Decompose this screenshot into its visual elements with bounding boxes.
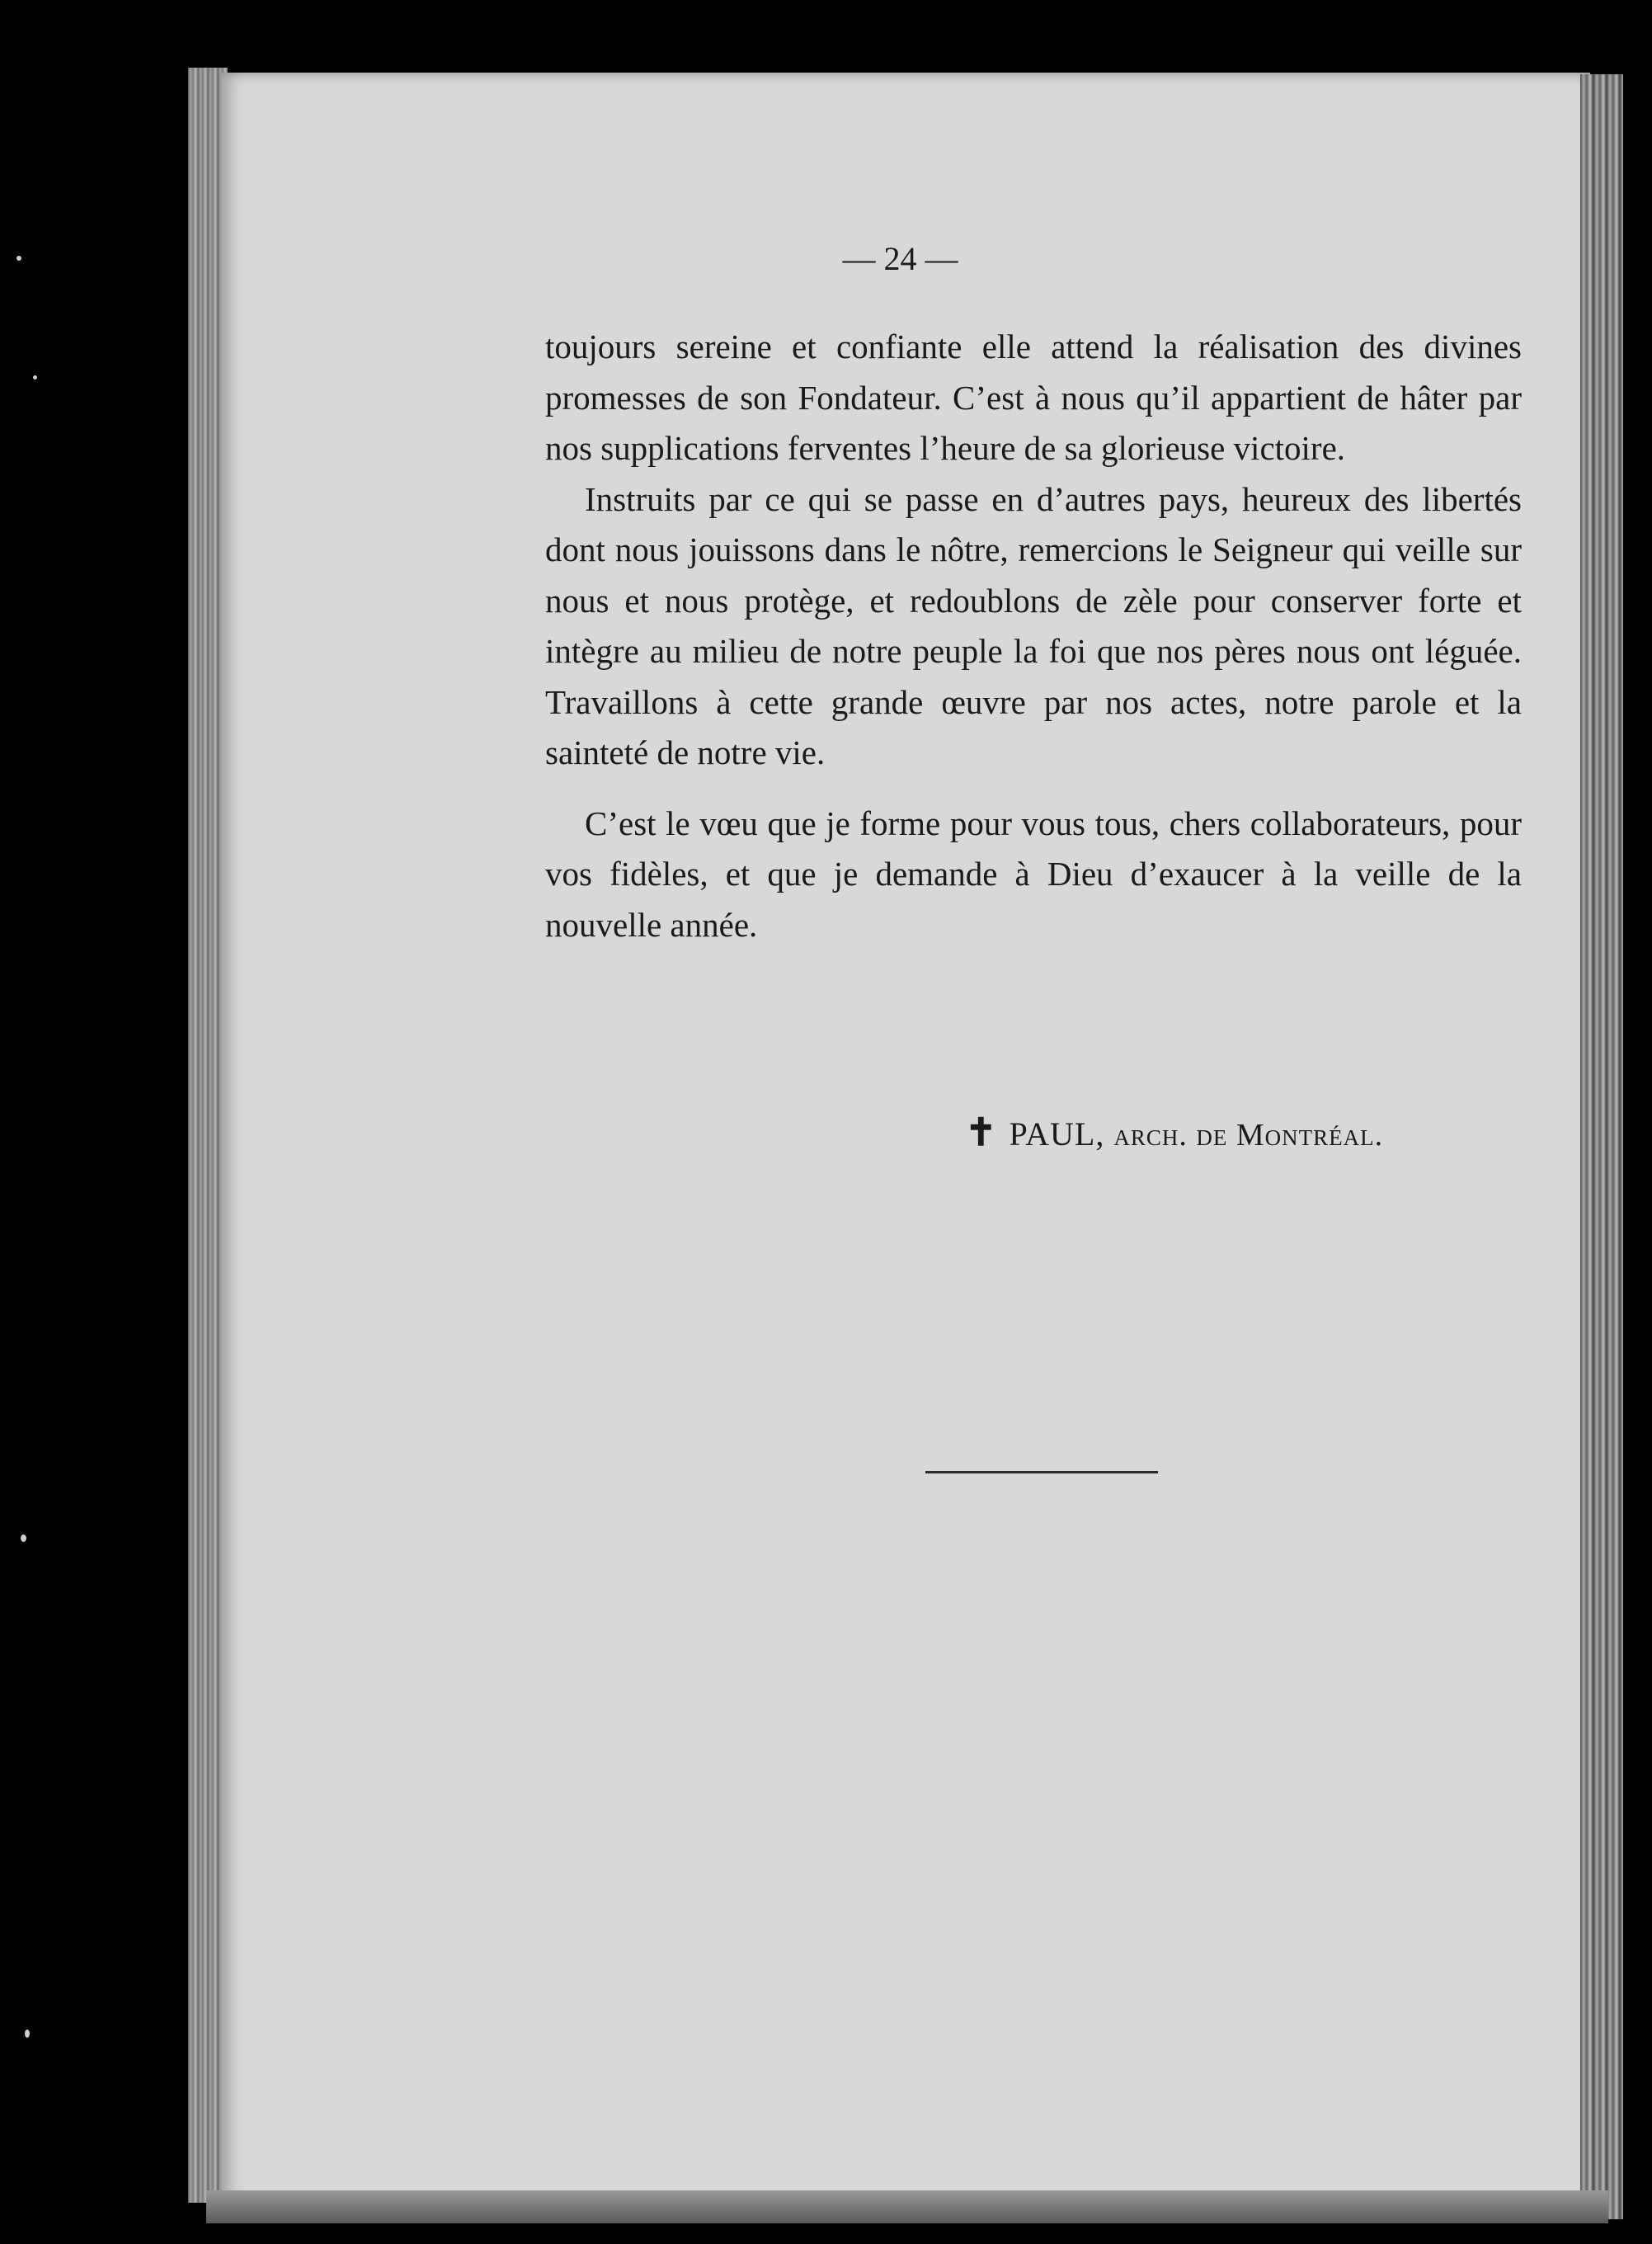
scan-speck [21, 1534, 26, 1542]
signature-name: PAUL, [1009, 1115, 1105, 1153]
paragraph-3: C’est le vœu que je forme pour vous tous, chers collaborateurs, pour vos fidèles, et que je demande à Dieu d’exaucer à la veille de la nouvelle année. [545, 804, 1522, 944]
scan-speck [25, 2030, 30, 2038]
body-text [545, 322, 1522, 950]
closing-rule [925, 1471, 1158, 1473]
paragraph-2: Instruits par ce qui se passe en d’autres pays, heureux des libertés dont nous jouissons dans le nôtre, remercions le Seigneur qui veille sur nous et nous protège, et redoublons de zèle pour conserver forte et intègre au milieu de notre peuple la foi que nos pères nous ont léguée. Travaillons à cette grande œuvre par nos actes, notre parole et la sainteté de notre vie. [545, 479, 1522, 771]
signature-title: arch. de Montréal. [1113, 1118, 1384, 1153]
right-page-edge [1580, 74, 1623, 2219]
cross-icon: ✝ [965, 1111, 998, 1153]
paragraph-1: toujours sereine et confiante elle attend la réalisation des divines promesses de son Fondateur. C’est à nous qu’il appartient de hâter par nos supplications ferventes l’heure de sa glorieuse victoire. [545, 328, 1522, 467]
bottom-page-edge [206, 2190, 1608, 2223]
signature [965, 1110, 1383, 1154]
page-number: — 24 — [842, 240, 958, 277]
scan-speck [33, 375, 37, 380]
